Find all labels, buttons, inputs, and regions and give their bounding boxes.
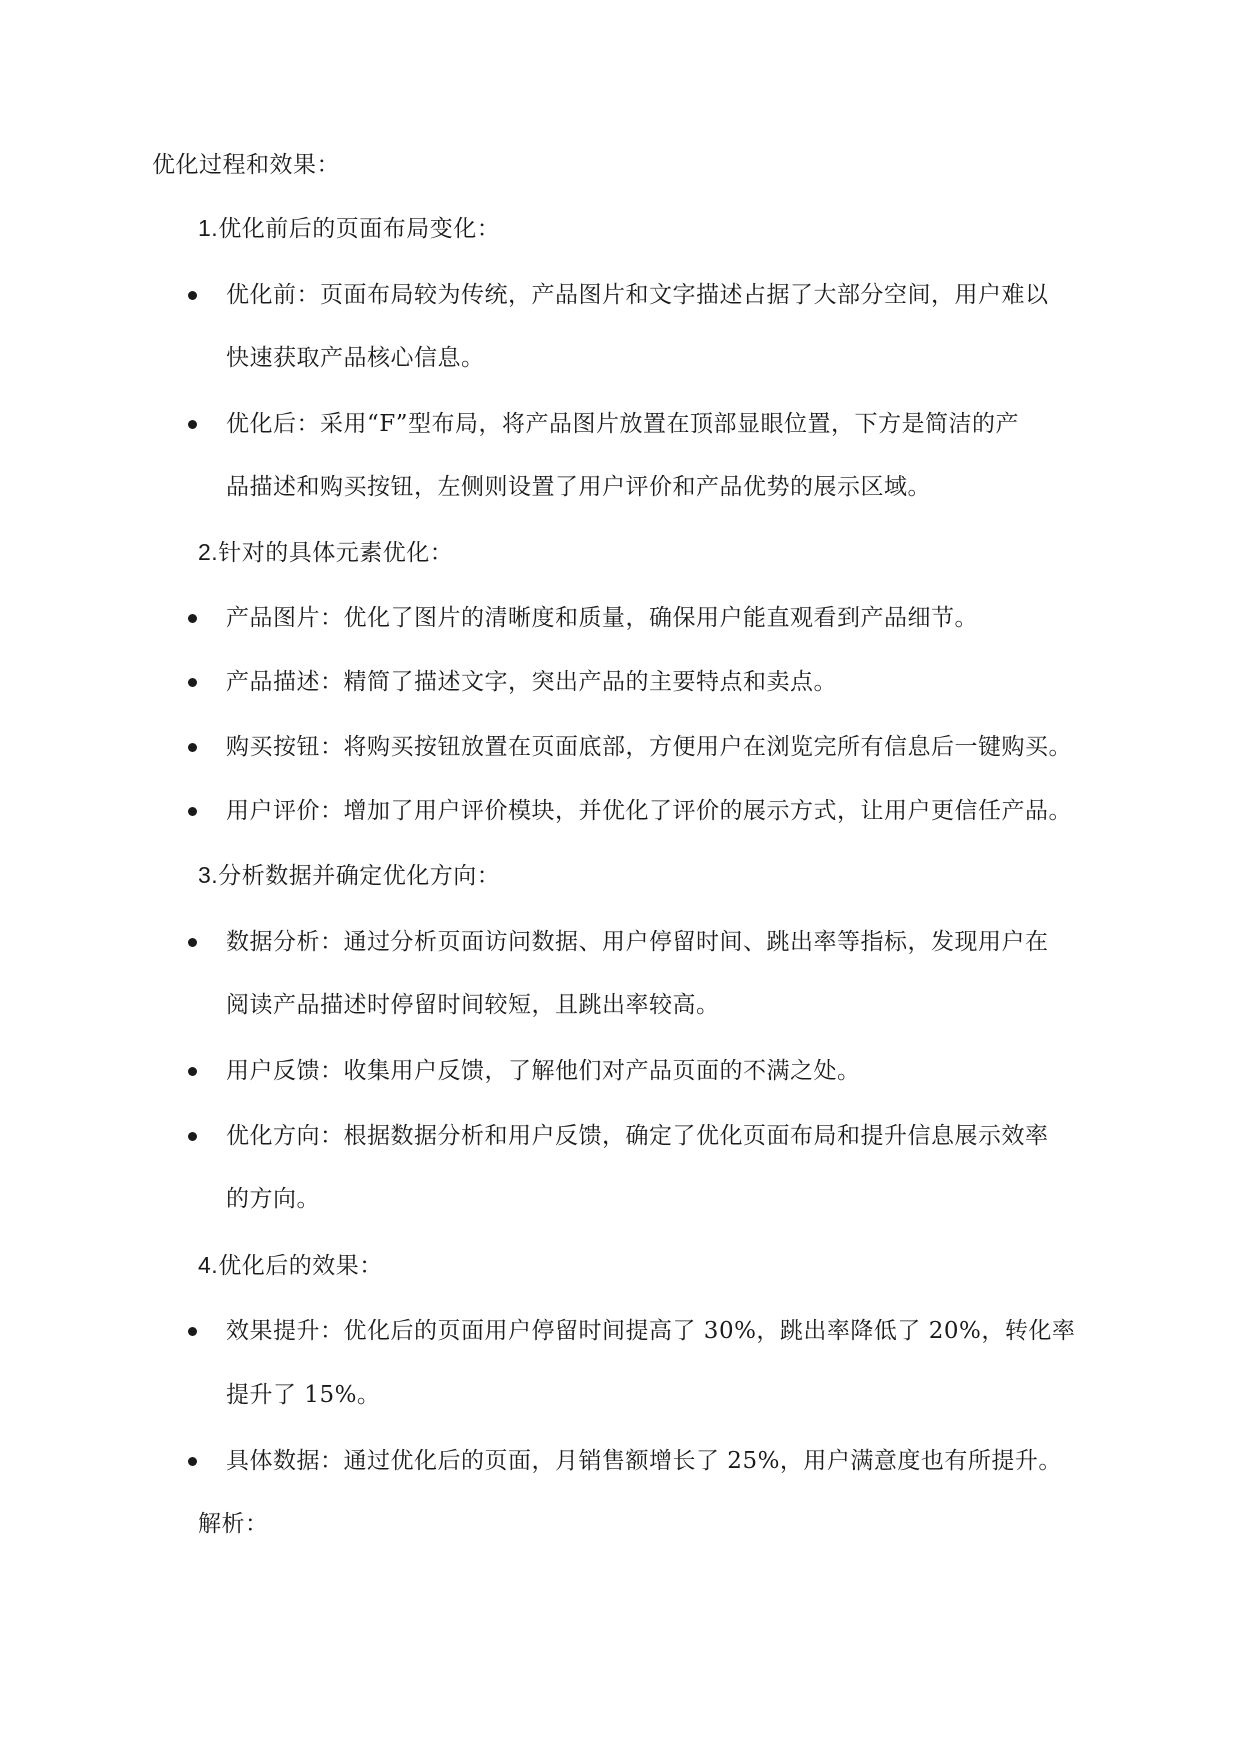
list-item-continuation: 提升了 15%。: [226, 1382, 381, 1408]
list-item: 优化后：采用“F”型布局，将产品图片放置在顶部显眼位置，下方是简洁的产: [226, 411, 1019, 437]
section-4-number: 4.: [198, 1252, 219, 1278]
list-item: 产品图片：优化了图片的清晰度和质量，确保用户能直观看到产品细节。: [226, 605, 978, 631]
section-4-heading-text: 优化后的效果：: [218, 1253, 383, 1279]
bullet-icon: [188, 1457, 197, 1466]
bullet-icon: [188, 291, 197, 300]
section-1-number: 1.: [198, 215, 219, 241]
section-4-heading: [198, 1250, 383, 1281]
section-2-heading-text: 针对的具体元素优化：: [218, 540, 454, 566]
section-3-heading-text: 分析数据并确定优化方向：: [218, 863, 501, 889]
list-item: 产品描述：精简了描述文字，突出产品的主要特点和卖点。: [226, 669, 837, 695]
analysis-label: 解析：: [198, 1511, 269, 1537]
bullet-icon: [188, 1327, 197, 1336]
list-item: 购买按钮：将购买按钮放置在页面底部，方便用户在浏览完所有信息后一键购买。: [226, 734, 1072, 760]
list-item: 优化方向：根据数据分析和用户反馈，确定了优化页面布局和提升信息展示效率: [226, 1123, 1049, 1149]
section-1-heading-text: 优化前后的页面布局变化：: [218, 216, 501, 242]
section-2-number: 2.: [198, 539, 219, 565]
list-item-continuation: 阅读产品描述时停留时间较短，且跳出率较高。: [226, 992, 720, 1018]
section-3-number: 3.: [198, 862, 219, 888]
document-title: 优化过程和效果：: [152, 152, 340, 178]
list-item-continuation: 的方向。: [226, 1186, 320, 1212]
list-item: 用户反馈：收集用户反馈，了解他们对产品页面的不满之处。: [226, 1058, 861, 1084]
list-item: 具体数据：通过优化后的页面，月销售额增长了 25%，用户满意度也有所提升。: [226, 1448, 1062, 1474]
list-item: 效果提升：优化后的页面用户停留时间提高了 30%，跳出率降低了 20%，转化率: [226, 1318, 1076, 1344]
list-item: 优化前：页面布局较为传统，产品图片和文字描述占据了大部分空间，用户难以: [226, 282, 1049, 308]
list-item: 数据分析：通过分析页面访问数据、用户停留时间、跳出率等指标，发现用户在: [226, 929, 1049, 955]
list-item-continuation: 品描述和购买按钮，左侧则设置了用户评价和产品优势的展示区域。: [226, 474, 931, 500]
bullet-icon: [188, 1067, 197, 1076]
section-2-heading: [198, 537, 453, 568]
list-item: 用户评价：增加了用户评价模块，并优化了评价的展示方式，让用户更信任产品。: [226, 798, 1072, 824]
bullet-icon: [188, 743, 197, 752]
section-1-heading: [198, 213, 500, 244]
bullet-icon: [188, 938, 197, 947]
bullet-icon: [188, 678, 197, 687]
bullet-icon: [188, 1132, 197, 1141]
section-3-heading: [198, 860, 500, 891]
bullet-icon: [188, 807, 197, 816]
bullet-icon: [188, 420, 197, 429]
list-item-continuation: 快速获取产品核心信息。: [226, 345, 485, 371]
bullet-icon: [188, 614, 197, 623]
